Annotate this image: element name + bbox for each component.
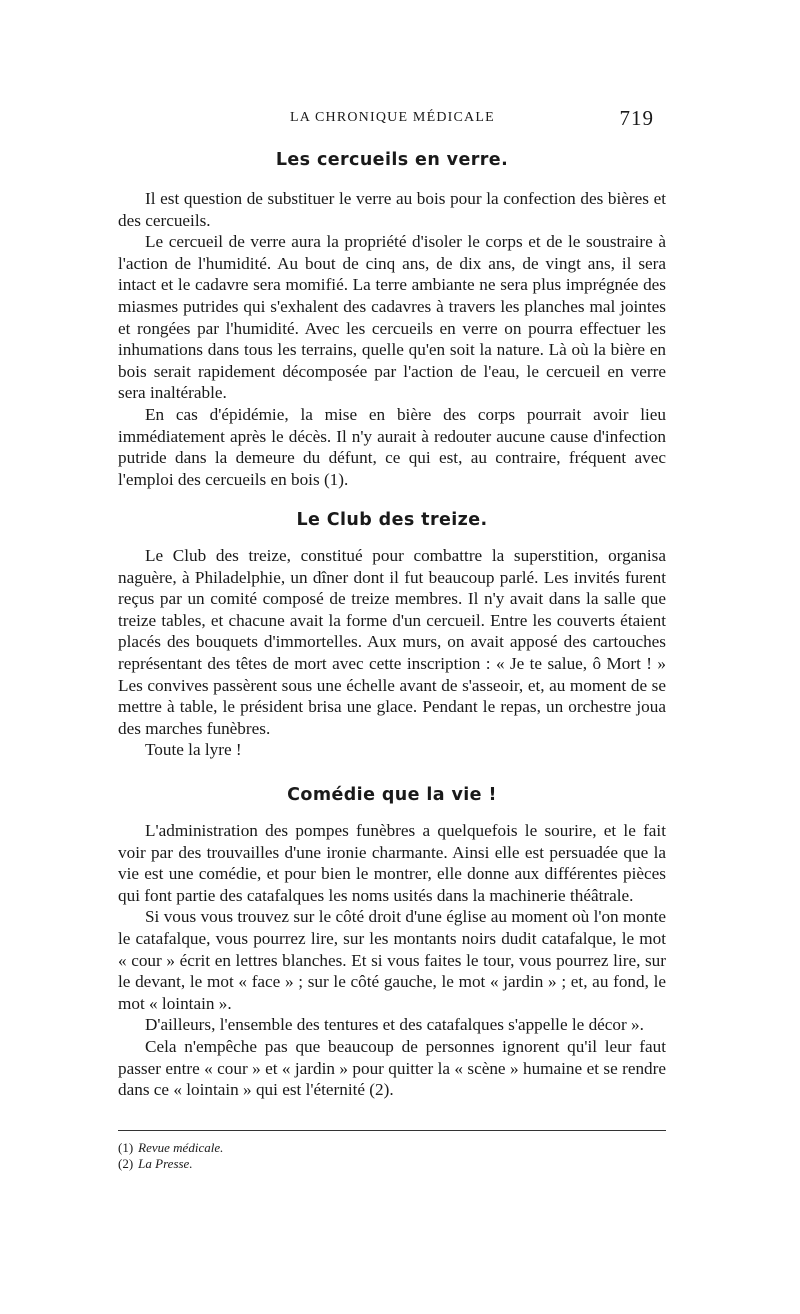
- paragraph: Il est question de substituer le verre au bois pour la confection des bières et des cercueils.: [118, 189, 666, 230]
- paragraph: D'ailleurs, l'ensemble des tentures et des catafalques s'appelle le décor ».: [145, 1015, 644, 1035]
- section-title-cercueils: Les cercueils en verre.: [275, 150, 509, 170]
- paragraph: Cela n'empêche pas que beaucoup de personnes ignorent qu'il leur faut passer entre « cour » et « jardin » pour quitter la « scène » humaine et se rendre dans ce « lointain » qui est l'éternité (2).: [118, 1036, 666, 1100]
- footnote-source: La Presse.: [138, 1156, 193, 1171]
- paragraph: Le Club des treize, constitué pour combattre la superstition, organisa naguère, à Philadelphie, un dîner dont il fut beaucoup parlé. Les invités furent reçus par un comité composé de treize membres. Il n'y avait dans la salle que treize tables, et chacune avait la forme d'un cercueil. Entre les couverts étaient placés des bouquets d'immortelles. Aux murs, on avait apposé des cartouches représentant des têtes de mort avec cette inscription : « Je te salue, ô Mort ! » Les convives passèrent sous une échelle avant de s'asseoir, et, au moment de se mettre à table, le président brisa une glace. Pendant le repas, un orchestre joua des marches funèbres.: [118, 546, 666, 738]
- running-header: [200, 106, 670, 130]
- footnote: [118, 1156, 666, 1172]
- footnote: [118, 1140, 666, 1156]
- paragraph: Toute la lyre !: [145, 740, 242, 760]
- footnotes: [118, 1140, 666, 1172]
- paragraph: Le cercueil de verre aura la propriété d'isoler le corps et de le soustraire à l'action de l'humidité. Au bout de cinq ans, de dix ans, de vingt ans, il sera intact et le cadavre sera momifié. La terre ambiante ne sera plus imprégnée des miasmes putrides qui s'exhalent des cadavres à travers les planches mal jointes et rongées par l'humidité. Avec les cercueils en verre on pourra effectuer les inhumations dans tous les terrains, quelle qu'en soit la nature. Là où la bière en bois serait rapidement décomposée par l'action de l'eau, le cercueil en verre sera inaltérable.: [118, 232, 666, 403]
- section-title-club: Le Club des treize.: [296, 510, 488, 530]
- paragraph: Si vous vous trouvez sur le côté droit d'une église au moment où l'on monte le catafalque, vous pourrez lire, sur les montants noirs dudit catafalque, le mot « cour » écrit en lettres blanches. Et si vous faites le tour, vous pourrez lire, sur le devant, le mot « face » ; sur le côté gauche, le mot « jardin » ; et, au fond, le mot « lointain ».: [118, 907, 666, 1013]
- footnote-number: (2): [118, 1156, 134, 1171]
- section-body-comedie: [118, 820, 666, 1101]
- section-title-comedie: Comédie que la vie !: [287, 785, 497, 805]
- paragraph: L'administration des pompes funèbres a quelquefois le sourire, et le fait voir par des trouvailles d'une ironie charmante. Ainsi elle est persuadée que la vie est une comédie, et pour bien le montrer, elle donne aux différentes pièces qui font partie des catafalques les noms usités dans la machinerie théâtrale.: [118, 821, 666, 905]
- footnote-number: (1): [118, 1140, 134, 1155]
- paragraph: En cas d'épidémie, la mise en bière des corps pourrait avoir lieu immédiatement après le décès. Il n'y aurait à redouter aucune cause d'infection putride dans la demeure du défunt, ce qui est, au contraire, fréquent avec l'emploi des cercueils en bois (1).: [118, 404, 666, 489]
- footnote-divider: [118, 1130, 666, 1131]
- page-number: 719: [619, 106, 654, 130]
- running-title: LA CHRONIQUE MÉDICALE: [290, 110, 495, 125]
- footnote-source: Revue médicale.: [138, 1140, 224, 1155]
- section-body-cercueils: [118, 188, 666, 490]
- section-body-club: [118, 545, 666, 761]
